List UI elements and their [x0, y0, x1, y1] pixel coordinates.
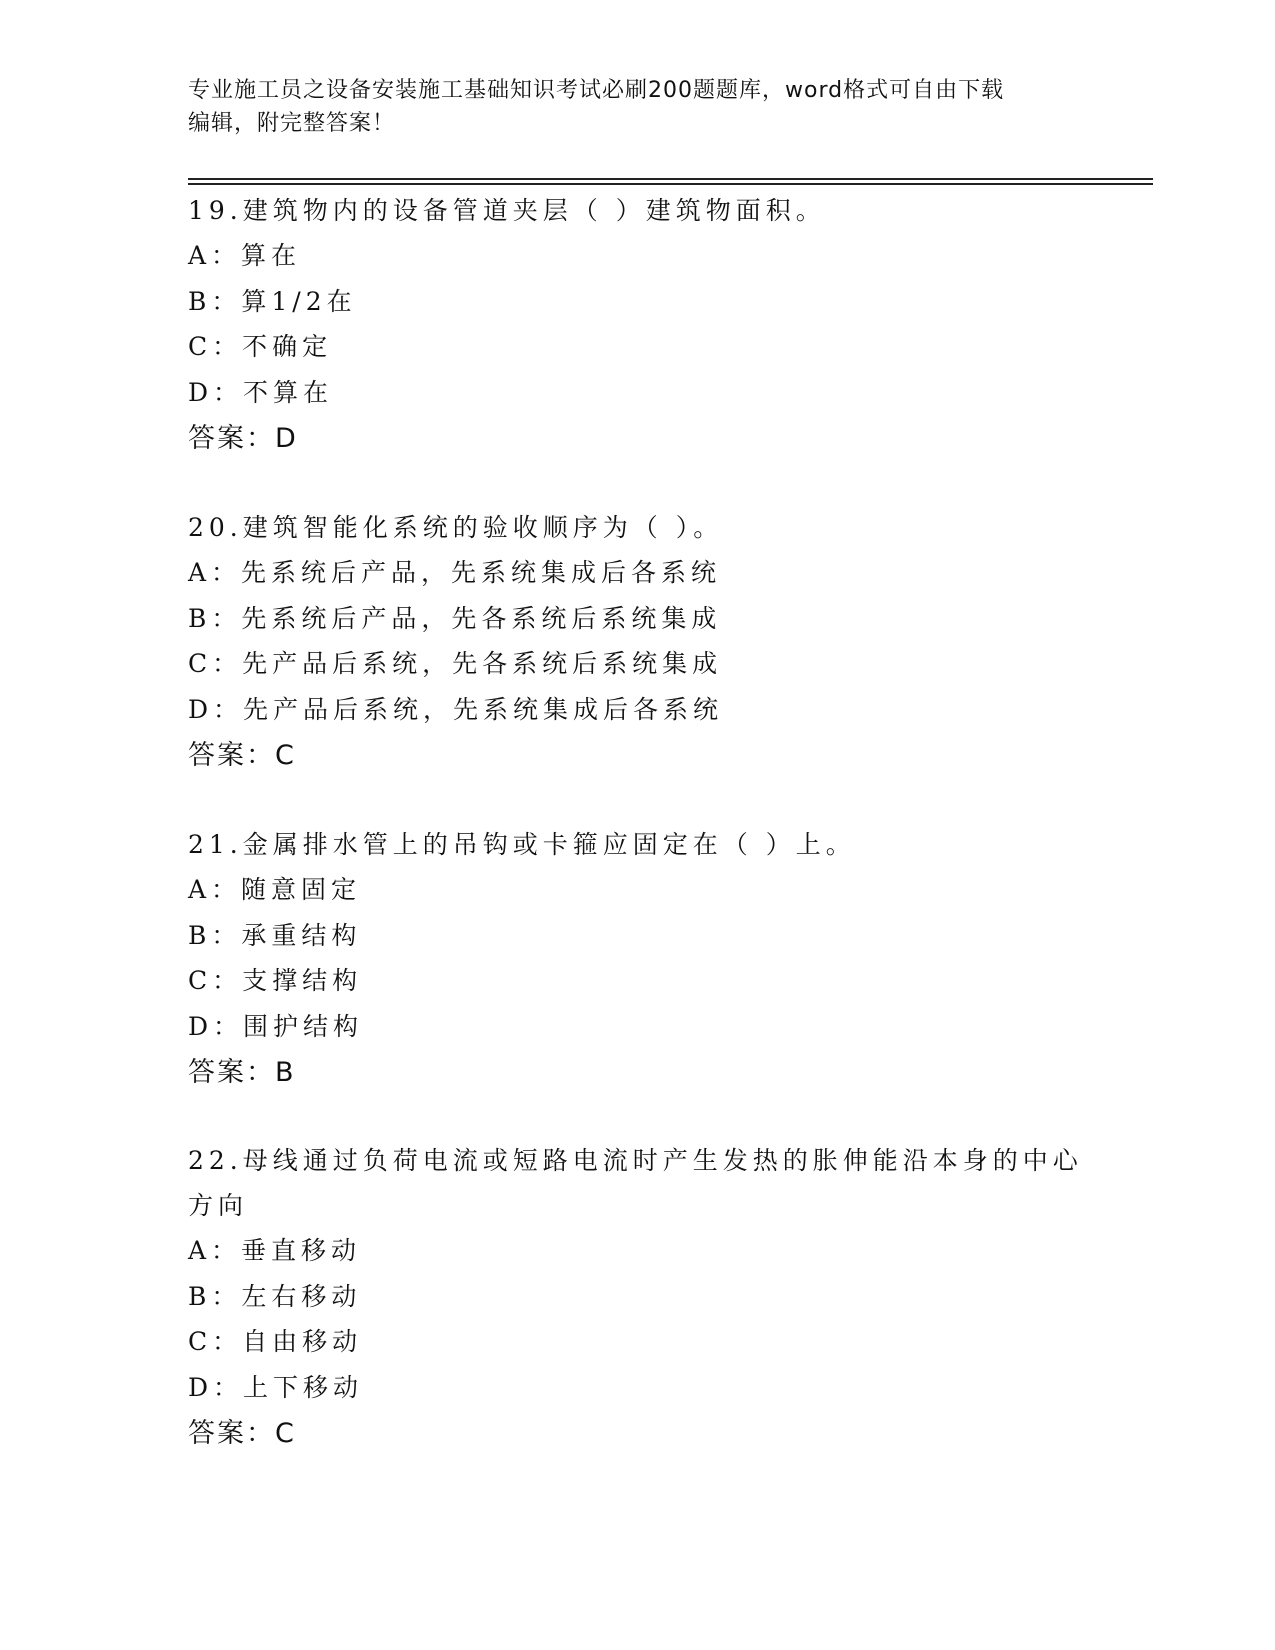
option-d: D：围护结构 [188, 1012, 364, 1042]
option-d: D：不算在 [188, 378, 334, 408]
question-20 [188, 505, 1088, 779]
option-c: C：不确定 [188, 332, 333, 362]
question-stem: 19.建筑物内的设备管道夹层（ ）建筑物面积。 [188, 196, 826, 225]
question-22 [188, 1138, 1088, 1457]
option-b: B：承重结构 [188, 920, 362, 950]
document-header [188, 74, 1078, 140]
option-a: A：随意固定 [188, 875, 362, 904]
header-title-line1: 专业施工员之设备安装施工基础知识考试必刷200题题库，word格式可自由下载 [188, 78, 1005, 103]
option-d: D：先产品后系统，先系统集成后各系统 [188, 695, 724, 725]
question-stem: 20.建筑智能化系统的验收顺序为（ ）。 [188, 513, 724, 542]
option-b: B：先系统后产品，先各系统后系统集成 [188, 603, 722, 633]
question-21 [188, 822, 1088, 1096]
question-stem: 22.母线通过负荷电流或短路电流时产生发热的胀伸能沿本身的中心方向 [188, 1146, 1083, 1220]
answer-line: 答案：B [188, 1056, 296, 1088]
option-b: B：算1/2在 [188, 286, 357, 316]
option-d: D：上下移动 [188, 1373, 364, 1403]
header-divider-top [188, 178, 1153, 180]
option-c: C：支撑结构 [188, 966, 363, 996]
header-divider-bottom [188, 183, 1153, 185]
option-c: C：自由移动 [188, 1327, 363, 1357]
option-a: A：先系统后产品，先系统集成后各系统 [188, 558, 722, 587]
option-a: A：垂直移动 [188, 1236, 362, 1265]
option-a: A：算在 [188, 241, 302, 270]
option-b: B：左右移动 [188, 1281, 362, 1311]
header-title-line2: 编辑，附完整答案！ [188, 111, 396, 136]
question-19 [188, 188, 1088, 462]
answer-line: 答案：D [188, 422, 298, 454]
question-stem: 21.金属排水管上的吊钩或卡箍应固定在（ ）上。 [188, 830, 856, 859]
answer-line: 答案：C [188, 1417, 296, 1449]
option-c: C：先产品后系统，先各系统后系统集成 [188, 649, 723, 679]
answer-line: 答案：C [188, 739, 296, 771]
